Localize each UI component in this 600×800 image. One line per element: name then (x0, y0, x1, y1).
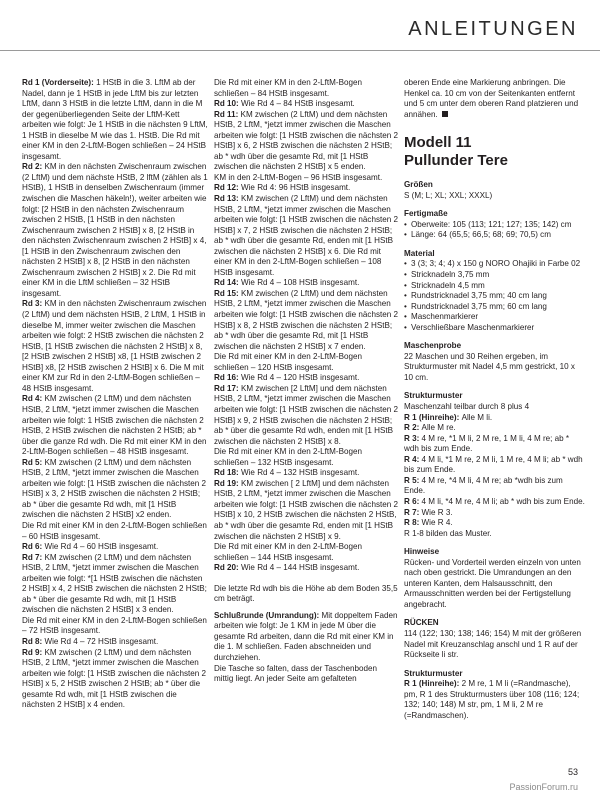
instruction-paragraph: Rd 14: Wie Rd 4 – 108 HStB insgesamt. (214, 278, 360, 288)
instruction-paragraph: Schlußrunde (Umrandung): Mit doppeltem Faden arbeiten wie folgt: Je 1 KM in jede M über die gesamte Rd arbeiten, dann die Rd mit einer KM in die 1. M schließen. Faden abschneiden und durchziehen. (214, 610, 398, 662)
pattern-row: R 8: Wie R 4. (404, 518, 453, 528)
sizes-text: S (M; L; XL; XXL; XXXL) (404, 190, 493, 200)
instruction-paragraph: Rd 2: KM in den nächsten Zwischenraum zwischen (2 LftM) und dem nächste HStB, 2 lftM (zählen als 1 HStB), 1 HStB in denselben Zwischenraum (immer zwischen die Maschen häkeln!), weiter arbeiten wie folgt: [2 HStB in den nächsten Zwischenraum zwischen 2 HStB, [1 HStB in den nächsten Zwischenraum zwischen 2 HStB] x 8, [2 HStB in den nächsten Zwischenraum zwischen 2 HStB] x 4, [1 HStB in den Zwischenraum zwischen den nächsten 2 HStB] x 8, [2 HStB in den nächsten Zwischenraum zwischen 2 HStB] x 2. Die Rd mit einer KM in die LftM schließen – 32 HStB insgesamt. (22, 162, 208, 298)
instruction-paragraph: Rd 19: KM zwischen [ 2 LftM] und dem nächsten HStB, 2 LftM, *jetzt immer zwischen die Maschen arbeiten wie folgt: [1 HStB zwischen die nächsten 2 HStB] x 10, 2 HStB zwischen die nächsten 2 HStB, ab * wdh über die gesamte Rd, enden mit [1 HStB zwischen die nächsten 2 HStB] x 9. (214, 478, 399, 541)
section-title: ANLEITUNGEN (408, 18, 578, 40)
pattern-rows (404, 413, 586, 529)
instruction-paragraph: Rd 4: KM zwischen (2 LftM) und dem nächsten HStB, 2 LftM, *jetzt immer zwischen die Maschen arbeiten wie folgt: 1 HStB zwischen die nächsten 2 HStB, 2 HStB zwischen die nächsten 2 HStB; ab * über die ganze Rd wdh. Die Rd mit einer KM in den 2-LftM-Bogen schließen – 48 HStB insgesamt. (22, 394, 207, 457)
back-heading: RÜCKEN (404, 618, 439, 628)
instruction-paragraph: Rd 17: KM zwischen [2 LftM] und dem nächsten HStB, 2 LftM, *jetzt immer zwischen die Maschen arbeiten wie folgt: [1 HStB zwischen die nächsten 2 HStB] x 9, 2 HStB zwischen die nächsten 2 HStB; ab * über die gesamte Rd wdh, enden mit [1 HStB zwischen die nächsten 2 HStB] x 8. (214, 383, 399, 446)
instruction-paragraph: Rd 12: Wie Rd 4: 96 HStB insgesamt. (214, 183, 351, 193)
instruction-paragraph: Die Rd mit einer KM in den 2-LftM-Bogen schließen – 84 HStB insgesamt. (214, 78, 362, 98)
instruction-paragraph: Rd 3: KM in den nächsten Zwischenraum zwischen (2 LftM) und dem nächsten HStB, 2 LftM, 1 HStB in dieselbe M, immer weiter zwischen die Maschen arbeiten wie folgt: 2 HStB zwischen die nächsten 2 HStB, [1 HStB zwischen die nächsten 2 HStB] x 8, [2 HStB zwischen 2 HStB] x8, [1 HStB zwischen 2 HStB] x8, [2 HStB zwischen 2 HStB] x 6. Die M mit einer KM zur Rd in den 2-LftM-Bogen schließen – 48 HStB insgesamt. (22, 299, 207, 393)
end-square-icon (442, 111, 448, 117)
pattern2-row (404, 679, 586, 721)
pattern-heading: Strukturmuster (404, 391, 463, 401)
instruction-paragraph: Die Tasche so falten, dass der Taschenboden mittig liegt. An jeder Seite am gefalteten (214, 663, 378, 684)
instruction-paragraph: Die Rd mit einer KM in den 2-LftM-Bogen schließen – 72 HStB insgesamt. (22, 615, 207, 636)
list-item: • Verschließbare Maschenmarkierer (404, 323, 586, 334)
measures-heading: Fertigmaße (404, 209, 448, 219)
back-text: 114 (122; 130; 138; 146; 154) M mit der größeren Nadel mit Kreuzanschlag anschl und 1 R auf der Rückseite li str. (404, 628, 582, 660)
pattern-intro: Maschenzahl teilbar durch 8 plus 4 (404, 402, 530, 412)
list-item: • Rundstricknadel 3,75 mm; 40 cm lang (404, 291, 586, 302)
notes-heading: Hinweise (404, 547, 440, 557)
watermark: PassionForum.ru (509, 782, 578, 792)
instruction-paragraph: Rd 11: KM zwischen (2 LftM) und dem nächsten HStB, 2 LftM, *jetzt immer zwischen die Maschen arbeiten wie folgt: [1 HStB zwischen die nächsten 2 HStB] x 6, 2 HStB zwischen die nächsten 2 HStB; ab * wdh über die gesamte Rd, mit [1 HStB zwischen die nächsten 2 HStB] x 5 enden. (214, 109, 399, 172)
instruction-paragraph: Rd 5: KM zwischen (2 LftM) und dem nächsten HStB, 2 LftM, *jetzt immer zwischen die Maschen arbeiten wie folgt: [1 HStB zwischen die nächsten 2 HStB] x 3, 2 HStB zwischen die nächsten 2 HStB; ab * über die gesamte Rd wdh, mit [1 HStB zwischen die nächsten 2 HStB] x2 enden. (22, 457, 207, 520)
instruction-paragraph: Rd 9: KM zwischen (2 LftM) und dem nächsten HStB, 2 LftM, *jetzt immer zwischen die Maschen arbeiten wie folgt: [1 HStB zwischen die nächsten 2 HStB] x 5, 2 HStB zwischen 2 HStB; ab * über die gesamte Rd wdh, mit [1 HStB zwischen die nächsten 2 HStB] x 4 enden. (22, 647, 207, 710)
instruction-paragraph: Rd 6: Wie Rd 4 – 60 HStB insgesamt. (22, 542, 159, 552)
pattern-row: R 1 (Hinreihe): 2 M re, 1 M li (=Randmasche), pm, R 1 des Strukturmusters über 108 (116; 124; 132; 140; 148) M str, pm, 1 M li, 2 M re (=Randmaschen). (404, 679, 580, 720)
column-2 (214, 78, 398, 685)
instruction-paragraph: KM in den 2-LftM-Bogen – 96 HStB insgesamt. (214, 172, 383, 182)
instruction-paragraph: Die Rd mit einer KM in den 2-LftM-Bogen schließen – 132 HStB insgesamt. (214, 447, 362, 467)
instruction-paragraph: Rd 20: Wie Rd 4 – 144 HStB insgesamt. (214, 563, 360, 573)
instruction-paragraph: Rd 13: KM zwischen (2 LftM) und dem nächsten HStB, 2 LftM, *jetzt immer zwischen die Maschen arbeiten wie folgt: [1 HStB zwischen die nächsten 2 HStB] x 7, 2 HStB zwischen die nächsten 2 HStB; ab * wdh über die gesamte Rd, enden mit [1 HStB zwischen die nächsten 2 HStB] x 6. Die Rd mit einer KM in den 2-LftM-Bogen schließen – 108 HStB insgesamt. (214, 194, 399, 277)
material-heading: Material (404, 248, 435, 258)
bag-finishing-text: oberen Ende eine Markierung anbringen. Die Henkel ca. 10 cm von der Seitenkanten entfernt und 5 cm unter dem oberen Rand platzieren und annähen. (404, 78, 579, 119)
notes-text: Rücken- und Vorderteil werden einzeln von unten nach oben gestrickt. Die Umrandungen an den unteren Kanten, dem Halsausschnitt, den Armausschnitten werden bei der Fertigstellung angebracht. (404, 557, 581, 609)
list-item: • Rundstricknadel 3,75 mm; 60 cm lang (404, 302, 586, 313)
pattern-outro: R 1-8 bilden das Muster. (404, 528, 492, 538)
page-header (0, 18, 600, 48)
instruction-paragraph: Rd 10: Wie Rd 4 – 84 HStB insgesamt. (214, 99, 355, 109)
page-number: 53 (567, 767, 578, 777)
list-item: • Oberweite: 105 (113; 121; 127; 135; 142) cm (404, 220, 586, 231)
instruction-paragraph: Rd 8: Wie Rd 4 – 72 HStB insgesamt. (22, 636, 159, 646)
pattern-row: R 1 (Hinreihe): Alle M li. (404, 412, 493, 422)
list-item: • Stricknadeln 4,5 mm (404, 281, 586, 292)
instruction-paragraph: Rd 1 (Vorderseite): 1 HStB in die 3. LftM ab der Nadel, dann je 1 HStB in jede LftM bis zur letzten LftM, dann 3 HStB in die letzte LftM, dann in die M der gegenüberliegenden Seite der LftM-Kett arbeiten wie folgt: Je 1 HStB in die nächsten 9 LftM, 1 HStB in dieselbe M wie das 1. HStB. Die Rd mit einer KM in den 2-LftM-Bogen schließen – 24 HStB insgesamt. (22, 78, 208, 161)
pattern-row: R 4: 4 M li, *1 M re, 2 M li, 1 M re, 4 M li; ab * wdh bis zum Ende. (404, 454, 583, 475)
instruction-paragraph: Die Rd mit einer KM in den 2-LftM-Bogen schließen – 120 HStB insgesamt. (214, 352, 362, 372)
instruction-paragraph: Rd 18: Wie Rd 4 – 132 HStB insgesamt. (214, 468, 360, 478)
list-item: • Stricknadeln 3,75 mm (404, 270, 586, 281)
list-item: • Maschenmarkierer (404, 312, 586, 323)
instruction-paragraph: Rd 7: KM zwischen (2 LftM) und dem nächsten HStB, 2 LftM, *jetzt immer zwischen die Maschen arbeiten wie folgt: *[1 HStB zwischen die nächsten 2 HStB] x 4, 2 HStB zwischen die nächsten 2 HStB; ab * über die gesamte Rd wdh, mit [1 HStB zwischen die nächsten 2 HStB] x 3 enden. (22, 552, 207, 615)
instruction-paragraph: Rd 16: Wie Rd 4 – 120 HStB insgesamt. (214, 373, 360, 383)
header-rule (0, 50, 600, 51)
pattern-row: R 2: Alle M re. (404, 423, 456, 433)
list-item: • Länge: 64 (65,5; 66,5; 68; 69; 70,5) cm (404, 230, 586, 241)
pattern-row: R 5: 4 M re, *4 M li, 4 M re; ab *wdh bis zum Ende. (404, 475, 563, 496)
gauge-heading: Maschenprobe (404, 341, 462, 351)
gauge-text: 22 Maschen und 30 Reihen ergeben, im Strukturmuster mit Nadel 4,5 mm gestrickt, 10 x 10 cm. (404, 351, 575, 382)
sizes-heading: Größen (404, 180, 433, 190)
list-item: • 3 (3; 3; 4; 4) x 150 g NORO Ohajiki in Farbe 02 (404, 259, 586, 270)
paragraph-gap (214, 574, 398, 584)
pattern-row: R 6: 4 M li, *4 M re, 4 M li; ab * wdh bis zum Ende. (404, 496, 585, 506)
instruction-paragraph: Die Rd mit einer KM in den 2-LftM-Bogen schließen – 60 HStB insgesamt. (22, 520, 207, 541)
instruction-paragraph: Die letzte Rd wdh bis die Höhe ab dem Boden 35,5 cm beträgt. (214, 583, 398, 604)
instruction-paragraph: Die Rd mit einer KM in den 2-LftM-Bogen schließen – 144 HStB insgesamt. (214, 542, 362, 562)
instruction-paragraph: Rd 15: KM zwischen (2 LftM) und dem nächsten HStB, 2 LftM, *jetzt immer zwischen die Maschen arbeiten wie folgt: [1 HStB zwischen die nächsten 2 HStB] x 8, 2 HStB zwischen die nächsten 2 HStB; ab * wdh über die gesamte Rd, mit [1 HStB zwischen die nächsten 2 HStB] x 7 enden. (214, 288, 399, 351)
measures-list (404, 220, 586, 241)
model-title: Modell 11 Pullunder Tere (404, 134, 508, 170)
pattern-row: R 3: 4 M re, *1 M li, 2 M re, 1 M li, 4 M re; ab * wdh bis zum Ende. (404, 433, 570, 454)
column-1 (22, 78, 208, 711)
pattern2-heading: Strukturmuster (404, 668, 463, 678)
pattern-row: R 7: Wie R 3. (404, 507, 453, 517)
material-list (404, 259, 586, 333)
column-3 (404, 78, 586, 721)
